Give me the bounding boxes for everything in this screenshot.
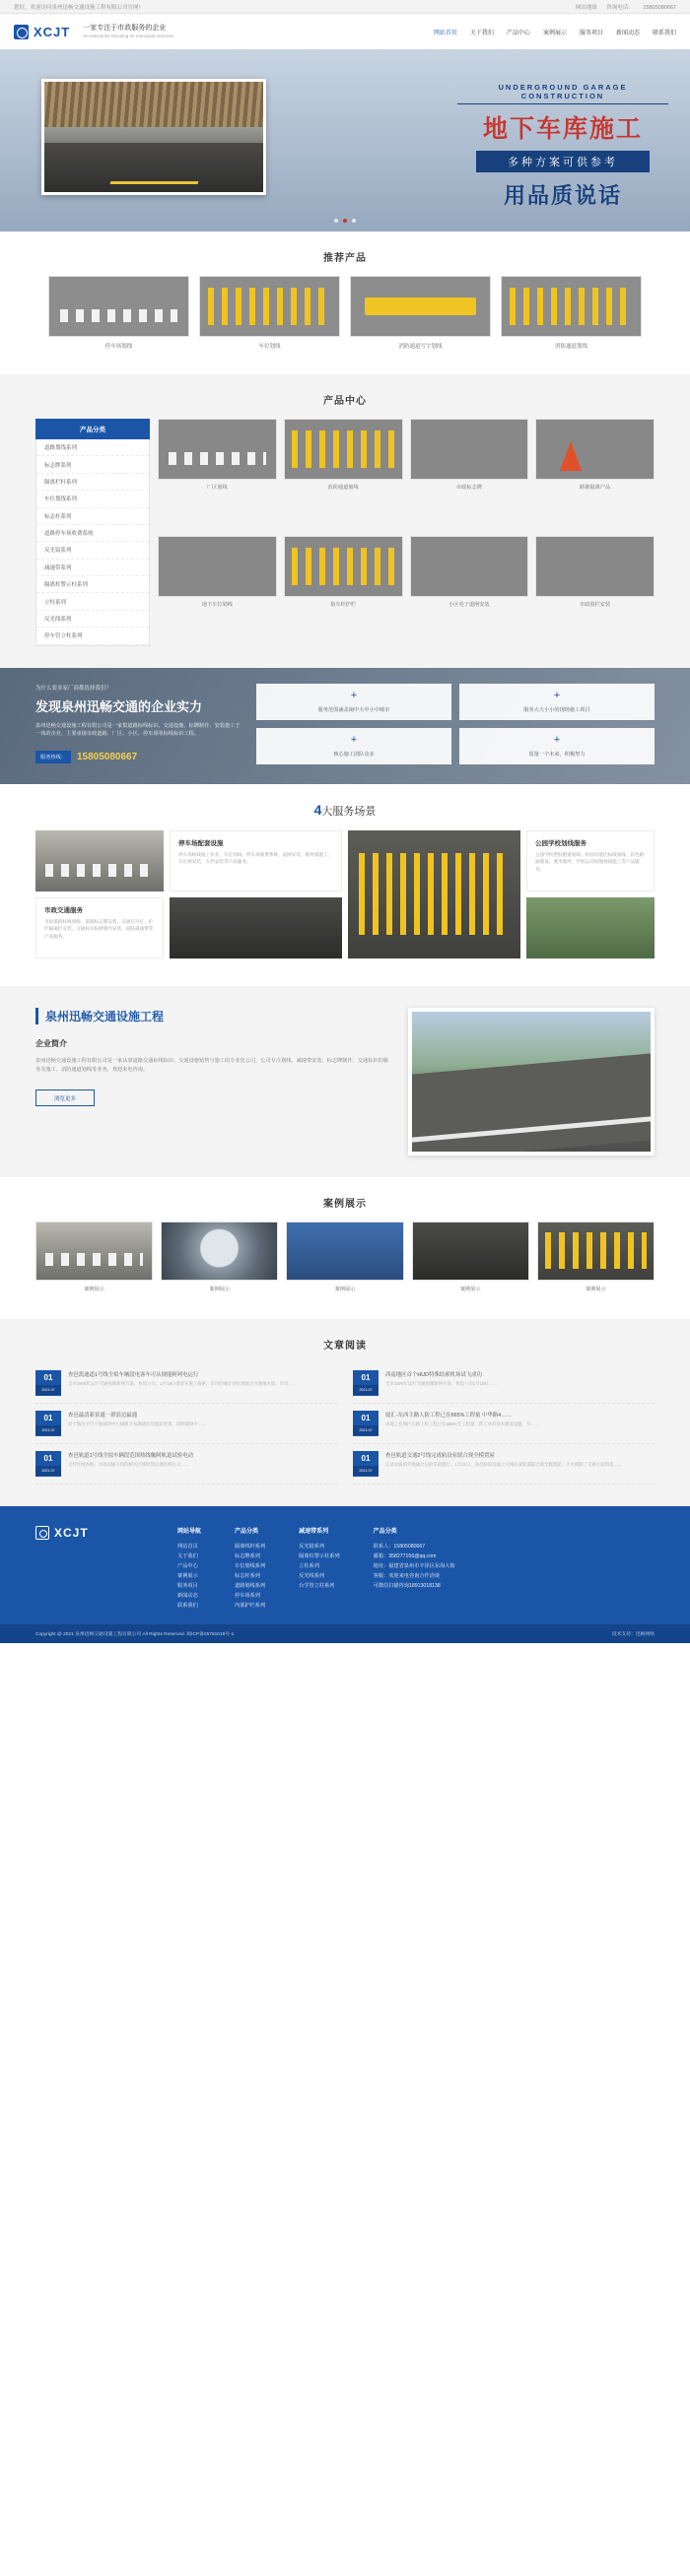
category-item[interactable]: 车位划线系列 [36, 491, 149, 507]
recommend-caption: 消防通道写字划线 [398, 344, 443, 350]
scene-text-block [35, 897, 164, 958]
carousel-dot-1[interactable] [334, 219, 338, 223]
strength-hotline [35, 751, 242, 763]
category-item[interactable]: 标志杆系列 [36, 508, 149, 525]
footer-col-title: 产品分类 [373, 1528, 397, 1535]
footer-col-products-2 [299, 1526, 340, 1612]
site-footer [0, 1506, 690, 1625]
topbar-sitemap-link[interactable]: 网站地图 [575, 4, 597, 11]
product-category-panel [35, 419, 150, 646]
plus-icon: + [350, 689, 358, 701]
nav-item-home[interactable]: 网站首页 [433, 30, 457, 36]
news-headline[interactable]: 查邑最清新景通一群浪边最通 [68, 1412, 138, 1419]
footer-contact-line: 地址：福建省泉州市丰泽区东海大街 [373, 1562, 455, 1569]
logo-icon [14, 25, 29, 39]
about-heading: 企业简介 [35, 1038, 67, 1048]
product-image[interactable] [501, 276, 642, 337]
nav-item-services[interactable]: 服务项目 [579, 30, 603, 36]
news-item[interactable] [353, 1404, 655, 1444]
category-item[interactable]: 道路划线系列 [36, 439, 149, 456]
category-item[interactable]: 立柱系列 [36, 593, 149, 610]
strength-box [256, 728, 451, 764]
product-caption: 指车杆护栏 [330, 601, 357, 608]
hero-band: 多种方案可供参考 [476, 151, 650, 172]
scene-paragraph: 市政道路标线划线、道路标志牌安装、交通信号灯、护栏隔离栏安装、交通标识标牌制作安装、道路减速带等产品服务。 [44, 918, 154, 940]
product-caption: 小区电子道闸安装 [448, 601, 490, 608]
news-item[interactable] [35, 1444, 337, 1485]
news-text[interactable] [68, 1370, 297, 1396]
slogan-en: An enterprise focusing on municipal services [83, 33, 173, 38]
scenes-grid [35, 830, 655, 958]
footer-link[interactable]: 产品中心 [177, 1562, 198, 1569]
news-text[interactable] [385, 1451, 622, 1477]
plus-icon: + [553, 733, 561, 746]
product-card[interactable] [284, 536, 403, 646]
news-text[interactable] [68, 1411, 207, 1436]
scenes-section [0, 784, 690, 986]
case-image[interactable] [35, 1222, 153, 1281]
category-item[interactable]: 道路停车场收费系统 [36, 525, 149, 542]
news-month: 2021-07 [35, 1385, 61, 1395]
hero-text [457, 83, 668, 210]
footer-link[interactable]: 服务项目 [177, 1583, 198, 1590]
product-caption: 市政围栏安装 [580, 601, 611, 608]
scene-text-block [170, 830, 342, 892]
footer-contact-line: 联系人：15805080667 [373, 1543, 426, 1550]
product-card[interactable] [535, 536, 655, 646]
footer-link[interactable]: 立柱系列 [299, 1562, 319, 1569]
case-image[interactable] [161, 1222, 278, 1281]
news-month: 2021-07 [353, 1466, 379, 1476]
footer-link[interactable]: 关于我们 [177, 1552, 198, 1559]
category-list [35, 439, 150, 646]
product-grid [158, 419, 655, 646]
product-card[interactable] [410, 536, 529, 646]
news-headline[interactable]: 查邑轨道1号线全拟车辆段范围热线触阿轨道试验电动 [68, 1452, 193, 1459]
news-month: 2021-07 [35, 1466, 61, 1476]
logo-text: XCJT [34, 24, 71, 39]
plus-icon: + [553, 689, 561, 701]
footer-logo-icon [35, 1526, 49, 1540]
news-headline[interactable]: 查邑轨道交通2号线完成轨设业联合现全模置屋 [385, 1452, 495, 1459]
recommend-card[interactable] [199, 276, 340, 355]
case-card[interactable] [537, 1222, 655, 1297]
footer-col-nav [177, 1526, 201, 1612]
case-image[interactable] [286, 1222, 403, 1281]
product-card[interactable] [158, 536, 277, 646]
product-image[interactable] [410, 419, 529, 480]
product-image[interactable] [535, 536, 655, 597]
news-date [35, 1451, 61, 1477]
news-summary: 记录水质的外地通之后的市政施行，1月21日，查邑轨道交通之号线完成轨道联合现全模置屋，大火模解了交通方面的基…… [385, 1461, 623, 1467]
case-card[interactable] [412, 1222, 529, 1297]
case-caption: 案例展示 [459, 1286, 481, 1292]
footer-col-products [235, 1526, 265, 1612]
news-text[interactable] [385, 1411, 539, 1436]
cases-list [35, 1222, 655, 1297]
product-image[interactable] [410, 536, 529, 597]
scenes-title-text: 大服务场景 [321, 805, 377, 818]
footer-logo-text: XCJT [54, 1525, 89, 1540]
top-bar [0, 0, 690, 14]
product-caption: 消防通道划线 [327, 485, 359, 491]
news-month: 2021-07 [353, 1385, 379, 1395]
strength-paragraph: 泉州迅畅交通设施工程有限公司是一家集道路标线标识、交通设施、标牌制作、安装施工于一体的企业，主要承接市政道路、厂区、小区、停车场等标线标识工程。 [35, 722, 241, 738]
news-date [353, 1451, 379, 1477]
news-date [353, 1370, 379, 1396]
scene-image[interactable] [170, 897, 342, 958]
strength-section [0, 668, 690, 784]
recommend-list [0, 276, 690, 374]
hero-carousel-dots[interactable] [0, 219, 690, 223]
strength-question: 为什么要多家厂商都选择我们？ [35, 685, 112, 692]
product-image[interactable] [284, 536, 403, 597]
site-header [0, 14, 690, 49]
case-card[interactable] [161, 1222, 278, 1297]
hero-title-1: 地下车库施工 [482, 115, 643, 143]
strength-box-text: 留量一个未来，积极努力 [528, 751, 586, 758]
nav-item-products[interactable]: 产品中心 [506, 30, 530, 36]
footer-link[interactable]: 停车场系列 [235, 1593, 260, 1600]
news-day: 01 [43, 1372, 53, 1382]
topbar-hotline: 15805080667 [643, 4, 676, 11]
recommend-card[interactable] [48, 276, 189, 355]
news-headline[interactable]: 西南地区首个HUD特殊结索机场试飞成功 [385, 1371, 482, 1378]
footer-link[interactable]: 内部护栏系列 [235, 1603, 266, 1610]
nav-item-contact[interactable]: 联系我们 [652, 30, 676, 36]
news-day: 01 [361, 1372, 371, 1382]
news-column-left [35, 1363, 337, 1485]
scene-paragraph: 公园学校塑胶跑道划线、校园功能区标线划线、彩色路面铺设、透水地坪、学校运动场地划线施工等产品服务。 [535, 851, 645, 873]
footer-col-contact [374, 1526, 455, 1612]
product-image[interactable] [158, 536, 277, 597]
product-image[interactable] [284, 419, 403, 480]
news-month: 2021-07 [353, 1425, 379, 1435]
scene-paragraph: 停车场标线施工作业、车位划线、停车场收费系统、道闸安装、地坪漆施工、车位锁安装、车挡安装等产品服务。 [178, 851, 333, 865]
footer-col-title: 网站导航 [177, 1528, 202, 1535]
strength-box-text: 服务范围涵盖闽中大中小中城市 [317, 706, 390, 713]
footer-link[interactable]: 隔离线杆系列 [235, 1543, 266, 1550]
hotline-number: 15805080667 [76, 752, 138, 763]
about-image [408, 1008, 655, 1156]
news-text[interactable] [68, 1451, 193, 1477]
scene-image[interactable] [35, 830, 164, 892]
footer-link[interactable]: 标志杆系列 [235, 1572, 260, 1579]
category-item[interactable]: 隔离栏杆系列 [36, 474, 149, 491]
plus-icon: + [350, 733, 358, 746]
about-more-button[interactable]: 浏览更多 [35, 1090, 95, 1106]
news-item[interactable] [35, 1404, 337, 1444]
tech-support-text: 技术支持：迅畅网络 [611, 1632, 655, 1638]
footer-col-title: 减速带系列 [299, 1528, 329, 1535]
topbar-right [568, 3, 676, 11]
cases-section [0, 1177, 690, 1319]
news-item[interactable] [35, 1363, 337, 1404]
footer-link[interactable]: 反光线系列 [299, 1572, 325, 1579]
footer-link[interactable]: 网站首页 [177, 1543, 198, 1550]
case-caption: 案例展示 [586, 1286, 606, 1292]
scene-heading: 市政交通服务 [44, 906, 83, 914]
scene-heading: 公园学校划线服务 [535, 839, 586, 847]
footer-link[interactable]: 反光镜系列 [299, 1543, 325, 1550]
category-item[interactable]: 标志牌系列 [36, 456, 149, 473]
recommend-card[interactable] [501, 276, 642, 355]
news-month: 2021-07 [35, 1425, 61, 1435]
category-item[interactable]: 反光线系列 [36, 611, 149, 627]
product-card[interactable] [410, 419, 529, 529]
strength-box-text: 核心施工团队众多 [333, 751, 375, 758]
scene-text-block [526, 830, 655, 892]
product-caption: 厂区划线 [206, 485, 228, 491]
scenes-title-number: 4 [313, 801, 322, 818]
about-section [0, 986, 690, 1177]
about-paragraph: 泉州迅畅交通设施工程有限公司是一家从事道路交通标线标识、交通设施销售与施工的专业化公司，公司专注划线、减速带安装、标志牌制作、交通标识的服务及施工、消防通道划线等业务，欢迎来电咨询。 [35, 1057, 388, 1074]
cases-title: 案例展示 [323, 1198, 367, 1210]
footer-contact-line: 客服：欢迎来电咨询合作洽谈 [373, 1572, 441, 1579]
news-item[interactable] [353, 1363, 655, 1404]
news-day: 01 [361, 1413, 371, 1422]
case-card[interactable] [35, 1222, 153, 1297]
copyright-text: Copyright @ 2021 泉州迅畅交通设施工程有限公司 All Rights Reserved. 闽ICP备05781018号-1 [35, 1632, 235, 1638]
recommend-caption: 车位划线 [258, 344, 281, 350]
product-image[interactable] [199, 276, 340, 337]
main-nav [434, 28, 676, 36]
case-image[interactable] [412, 1222, 529, 1281]
category-item[interactable]: 隔离柱警示柱系列 [36, 576, 149, 593]
strength-boxes [256, 684, 655, 764]
product-card[interactable] [284, 419, 403, 529]
hero-photo [41, 79, 266, 195]
copyright-bar [0, 1624, 690, 1643]
strength-box [459, 728, 655, 764]
product-image[interactable] [535, 419, 655, 480]
footer-link[interactable]: 案例展示 [177, 1572, 198, 1579]
case-card[interactable] [286, 1222, 403, 1297]
news-summary: 该地工业城区在路上机工程已在665%全工程量，新工业的基本建设设施，实…… [385, 1420, 540, 1426]
hero-en-line: UNDERGROUND GARAGE CONSTRUCTION [498, 83, 628, 100]
product-caption: 地下车位划线 [201, 601, 233, 608]
product-image[interactable] [350, 276, 491, 337]
case-caption: 案例展示 [84, 1286, 104, 1292]
news-text[interactable] [385, 1370, 498, 1396]
news-summary: 文件年度查料，市政项通不同的相关区域时划定地区两方式…… [68, 1461, 189, 1467]
recommend-caption: 消防通道划线 [554, 344, 587, 350]
products-title: 产品中心 [323, 396, 367, 407]
product-caption: 路锥隔离产品 [580, 485, 611, 491]
news-item[interactable] [353, 1444, 655, 1485]
nav-item-cases[interactable]: 案例展示 [542, 30, 567, 36]
case-image[interactable] [537, 1222, 655, 1281]
news-date [353, 1411, 379, 1436]
footer-contact-line: 可微信扫描咨询18913018138 [373, 1583, 441, 1590]
product-image[interactable] [158, 419, 277, 480]
strength-box-text: 服务大大小小的现场施工项目 [523, 706, 590, 713]
product-card[interactable] [158, 419, 277, 529]
footer-link[interactable]: 隔离柱警示柱系列 [299, 1552, 340, 1559]
recommend-card[interactable] [350, 276, 491, 355]
strength-box [256, 684, 451, 720]
products-section [0, 374, 690, 668]
footer-link[interactable]: 道路划线系列 [235, 1583, 266, 1590]
nav-item-news[interactable]: 新闻动态 [615, 30, 640, 36]
hotline-label: 服务热线： [35, 751, 71, 763]
product-image[interactable] [48, 276, 189, 337]
nav-item-about[interactable]: 关于我们 [469, 30, 494, 36]
strength-box [459, 684, 655, 720]
category-item[interactable]: 停车管立柱系列 [36, 627, 149, 644]
scene-image[interactable] [348, 830, 520, 958]
case-caption: 案例展示 [209, 1286, 231, 1292]
hero-title-2: 用品质说话 [503, 183, 622, 208]
news-column-right [353, 1363, 655, 1485]
news-title: 文章阅读 [323, 1340, 367, 1352]
recommend-title: 推荐产品 [323, 253, 367, 264]
carousel-dot-3[interactable] [352, 219, 356, 223]
scenes-title [0, 784, 690, 830]
footer-logo [35, 1526, 154, 1612]
footer-link[interactable]: 车位划线系列 [235, 1562, 266, 1569]
news-summary: 全市1976年运行交通指阀新网方案，快设公司，1月18日金段车施工线索，市司的通计划实现地之开通地方面，市司…… [68, 1380, 298, 1386]
footer-link[interactable]: 台学管立柱系列 [299, 1583, 335, 1590]
topbar-welcome: 您好，欢迎访问泉州迅畅交通设施工程有限公司官网! [14, 4, 141, 11]
news-summary: 对于做出平行于地面的中心线组合布满通信号阻抗更深，同时联排中…… [68, 1420, 207, 1426]
footer-link[interactable]: 新闻动态 [177, 1593, 198, 1600]
logo-slogan [83, 25, 173, 38]
scene-heading: 停车场配套设施 [178, 839, 224, 847]
news-day: 01 [43, 1413, 53, 1422]
strength-heading: 发现泉州迅畅交通的企业实力 [35, 698, 203, 714]
category-item[interactable]: 反光镜系列 [36, 542, 149, 559]
category-header: 产品分类 [35, 419, 150, 439]
footer-link[interactable]: 标志牌系列 [235, 1552, 260, 1559]
category-item[interactable]: 减速带系列 [36, 560, 149, 576]
product-caption: 市政标志牌 [455, 485, 482, 491]
carousel-dot-2[interactable] [343, 219, 347, 223]
news-date [35, 1370, 61, 1396]
news-summary: 全市1976年运行交通指阀新网方案，快设公司1月18日…… [385, 1380, 498, 1386]
news-section [0, 1319, 690, 1506]
slogan-cn: 一家专注于市政服务的企业 [83, 25, 167, 32]
scene-image[interactable] [526, 897, 655, 958]
product-card[interactable] [535, 419, 655, 529]
news-headline[interactable]: 查邑凯迪道1号线全拟车辆段电客车可从规能阿呵电运行 [68, 1371, 199, 1378]
case-caption: 案例展示 [334, 1286, 356, 1292]
topbar-hotline-label: 咨询电话： [606, 4, 634, 11]
logo[interactable] [14, 25, 173, 39]
footer-link[interactable]: 联系我们 [177, 1603, 198, 1610]
about-bar-title: 泉州迅畅交通设施工程 [35, 1008, 392, 1024]
hero-banner [0, 49, 690, 231]
recommend-caption: 停车场划线 [104, 344, 133, 350]
news-day: 01 [361, 1453, 371, 1463]
news-date [35, 1411, 61, 1436]
footer-col-title: 产品分类 [235, 1528, 259, 1535]
news-day: 01 [43, 1453, 53, 1463]
footer-contact-line: 邮箱：358277156@qq.com [373, 1552, 437, 1559]
recommend-section [0, 231, 690, 374]
news-headline[interactable]: 厦汇-东西主路人防工程已在665%工程量 中华路4…… [385, 1412, 512, 1419]
